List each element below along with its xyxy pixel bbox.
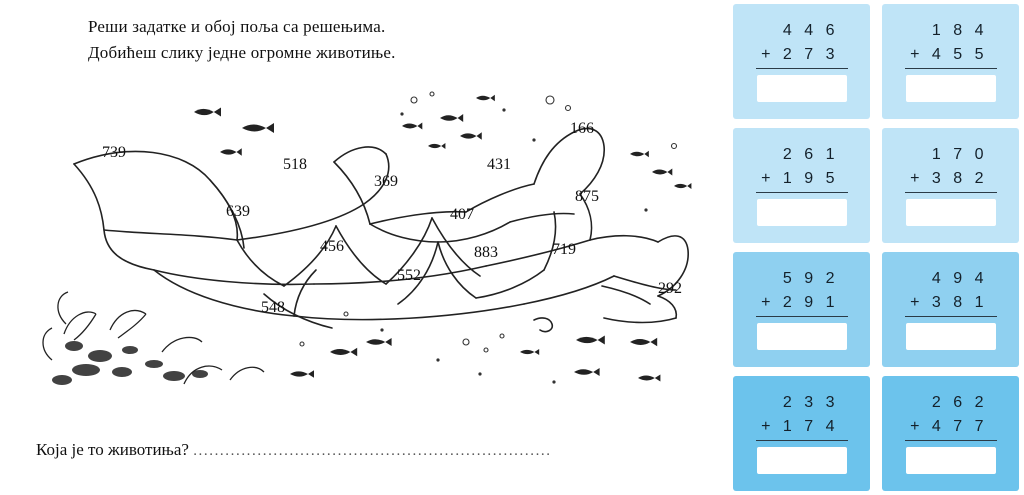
task-card [733,252,870,367]
task-rule [905,192,997,193]
instruction-line-1: Реши задатке и обој поља са решењима. [88,17,386,36]
task-addend-1: 2 6 1 [782,146,839,164]
task-rule [756,316,848,317]
region-number: 875 [575,188,599,205]
task-rule [756,192,848,193]
task-addend-2: + 4 7 7 [910,417,988,435]
task-addend-1: 4 9 4 [931,270,988,288]
task-addend-2: + 4 5 5 [910,45,988,63]
question-label: Која је то животиња? [36,440,189,459]
task-addend-1: 1 7 0 [931,146,988,164]
region-number: 739 [102,144,126,161]
region-number: 369 [374,173,398,190]
task-rule [756,68,848,69]
task-answer-box[interactable] [906,447,996,474]
task-addend-1: 2 6 2 [931,394,988,412]
task-addend-2: + 2 9 1 [761,293,839,311]
task-rule [905,316,997,317]
task-addend-1: 2 3 3 [782,394,839,412]
answer-dotted-line: ................................................................... [193,443,552,459]
task-answer-box[interactable] [906,323,996,350]
region-number: 552 [397,267,421,284]
task-addend-2: + 3 8 2 [910,169,988,187]
task-answer-box[interactable] [906,75,996,102]
coloring-picture [34,84,694,396]
task-addend-2: + 3 8 1 [910,293,988,311]
task-answer-box[interactable] [757,75,847,102]
region-number: 166 [570,120,594,137]
task-rule [756,440,848,441]
task-card [882,376,1019,491]
region-number: 407 [450,206,474,223]
region-number: 431 [487,156,511,173]
task-addend-2: + 1 9 5 [761,169,839,187]
task-card [882,4,1019,119]
task-addend-2: + 2 7 3 [761,45,839,63]
region-number: 883 [474,244,498,261]
task-addend-2: + 1 7 4 [761,417,839,435]
task-card [882,128,1019,243]
task-answer-box[interactable] [757,447,847,474]
task-answer-box[interactable] [757,323,847,350]
question-line [36,440,552,460]
region-number: 719 [552,241,576,258]
task-card [733,376,870,491]
region-number: 639 [226,203,250,220]
task-card [733,4,870,119]
addition-tasks-grid [733,4,1019,491]
task-card [882,252,1019,367]
region-number: 456 [320,238,344,255]
task-addend-1: 4 4 6 [782,22,839,40]
region-number: 548 [261,299,285,316]
whale-line-drawing [34,84,694,396]
task-addend-1: 1 8 4 [931,22,988,40]
instructions [88,14,396,67]
task-answer-box[interactable] [757,199,847,226]
task-addend-1: 5 9 2 [782,270,839,288]
region-number: 518 [283,156,307,173]
instruction-line-2: Добићеш слику једне огромне животиње. [88,43,396,63]
task-card [733,128,870,243]
task-rule [905,68,997,69]
region-number: 292 [658,280,682,297]
task-rule [905,440,997,441]
task-answer-box[interactable] [906,199,996,226]
